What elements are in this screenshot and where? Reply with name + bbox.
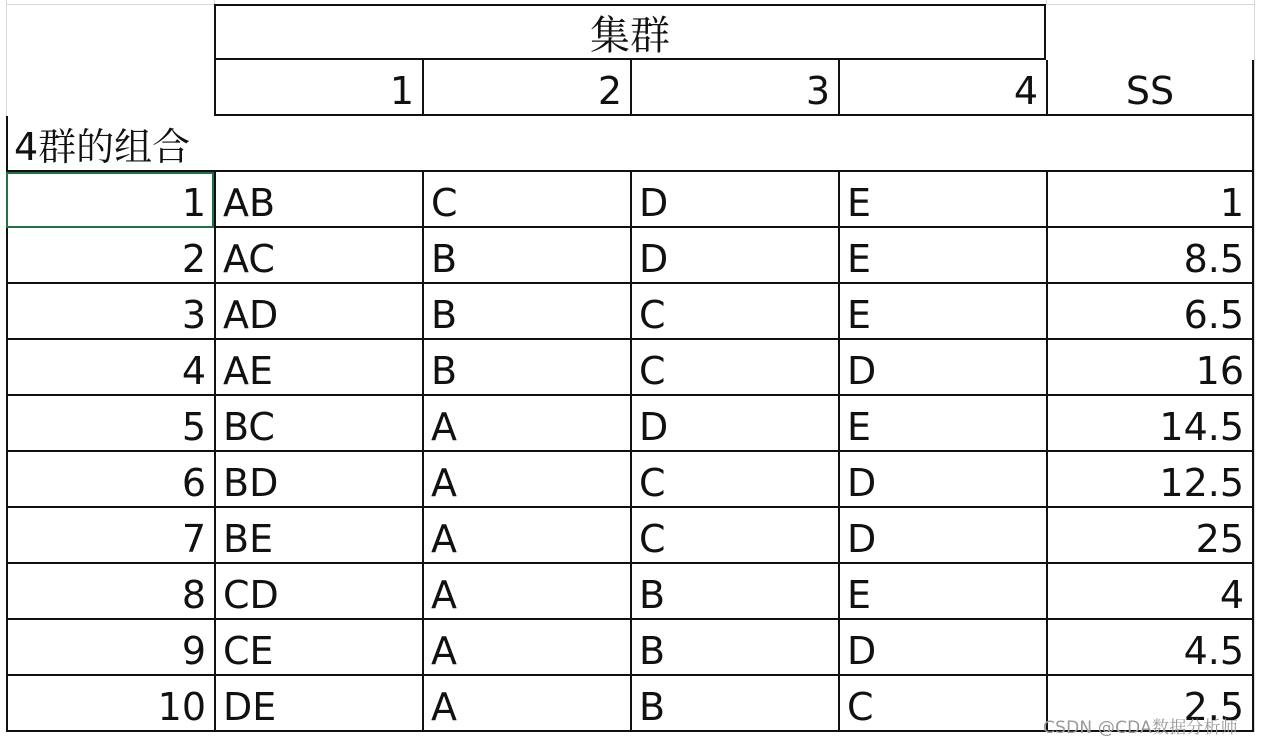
grid-spacer: [1254, 676, 1264, 732]
cluster-4-cell[interactable]: D: [838, 620, 1046, 676]
grid-spacer: [1254, 620, 1264, 676]
cluster-2-cell[interactable]: B: [422, 284, 630, 340]
grid-spacer: [1254, 396, 1264, 452]
corner-cell[interactable]: [6, 60, 214, 116]
cluster-1-cell[interactable]: AB: [214, 172, 422, 228]
cluster-1-cell[interactable]: CD: [214, 564, 422, 620]
corner-cell[interactable]: [6, 4, 214, 60]
cluster-1-cell[interactable]: AC: [214, 228, 422, 284]
grid-spacer: [1254, 116, 1264, 172]
cluster-3-cell[interactable]: D: [630, 396, 838, 452]
cluster-4-cell[interactable]: E: [838, 284, 1046, 340]
cluster-1-cell[interactable]: AE: [214, 340, 422, 396]
ss-column-header[interactable]: SS: [1046, 60, 1254, 116]
cluster-3-cell[interactable]: C: [630, 452, 838, 508]
cluster-4-cell[interactable]: E: [838, 228, 1046, 284]
cluster-4-cell[interactable]: E: [838, 396, 1046, 452]
grid-spacer: [1254, 564, 1264, 620]
row-index-cell[interactable]: 9: [6, 620, 214, 676]
cluster-4-cell[interactable]: D: [838, 508, 1046, 564]
cluster-2-cell[interactable]: B: [422, 340, 630, 396]
cluster-1-cell[interactable]: CE: [214, 620, 422, 676]
section-title[interactable]: 4群的组合: [6, 116, 1254, 172]
row-index-cell[interactable]: 2: [6, 228, 214, 284]
grid-spacer: [1254, 452, 1264, 508]
ss-value-cell[interactable]: 14.5: [1046, 396, 1254, 452]
cluster-number-4[interactable]: 4: [838, 60, 1046, 116]
cluster-4-cell[interactable]: E: [838, 172, 1046, 228]
cluster-2-cell[interactable]: C: [422, 172, 630, 228]
cluster-3-cell[interactable]: C: [630, 508, 838, 564]
ss-value-cell[interactable]: 2.5: [1046, 676, 1254, 732]
cluster-2-cell[interactable]: B: [422, 228, 630, 284]
cluster-2-cell[interactable]: A: [422, 620, 630, 676]
cluster-2-cell[interactable]: A: [422, 676, 630, 732]
cluster-1-cell[interactable]: AD: [214, 284, 422, 340]
row-index-cell[interactable]: 10: [6, 676, 214, 732]
cluster-2-cell[interactable]: A: [422, 452, 630, 508]
row-index-cell[interactable]: 3: [6, 284, 214, 340]
grid-spacer: [1254, 340, 1264, 396]
row-index-cell[interactable]: 8: [6, 564, 214, 620]
cluster-4-cell[interactable]: D: [838, 340, 1046, 396]
cluster-4-cell[interactable]: E: [838, 564, 1046, 620]
ss-header-top-cell[interactable]: [1046, 4, 1254, 60]
cluster-group-header[interactable]: 集群: [214, 4, 1046, 60]
row-index-cell[interactable]: 4: [6, 340, 214, 396]
ss-value-cell[interactable]: 6.5: [1046, 284, 1254, 340]
cluster-1-cell[interactable]: BC: [214, 396, 422, 452]
row-index-cell[interactable]: 5: [6, 396, 214, 452]
cluster-4-cell[interactable]: C: [838, 676, 1046, 732]
ss-value-cell[interactable]: 8.5: [1046, 228, 1254, 284]
cluster-3-cell[interactable]: C: [630, 284, 838, 340]
cluster-2-cell[interactable]: A: [422, 564, 630, 620]
cluster-3-cell[interactable]: D: [630, 228, 838, 284]
cluster-1-cell[interactable]: BD: [214, 452, 422, 508]
cluster-number-3[interactable]: 3: [630, 60, 838, 116]
grid-spacer: [1254, 4, 1264, 60]
cluster-number-1[interactable]: 1: [214, 60, 422, 116]
cluster-3-cell[interactable]: C: [630, 340, 838, 396]
ss-value-cell[interactable]: 12.5: [1046, 452, 1254, 508]
grid-spacer: [1254, 508, 1264, 564]
row-index-cell[interactable]: 1: [6, 172, 214, 228]
ss-value-cell[interactable]: 4.5: [1046, 620, 1254, 676]
cluster-1-cell[interactable]: DE: [214, 676, 422, 732]
ss-value-cell[interactable]: 4: [1046, 564, 1254, 620]
row-index-cell[interactable]: 7: [6, 508, 214, 564]
cluster-number-2[interactable]: 2: [422, 60, 630, 116]
cluster-3-cell[interactable]: B: [630, 676, 838, 732]
grid-spacer: [1254, 60, 1264, 116]
cluster-3-cell[interactable]: B: [630, 564, 838, 620]
cluster-3-cell[interactable]: D: [630, 172, 838, 228]
grid-spacer: [1254, 172, 1264, 228]
ss-value-cell[interactable]: 16: [1046, 340, 1254, 396]
cluster-3-cell[interactable]: B: [630, 620, 838, 676]
watermark-text: CSDN @CDA数据分析师: [1043, 718, 1238, 738]
row-index-cell[interactable]: 6: [6, 452, 214, 508]
grid-spacer: [1254, 284, 1264, 340]
ss-value-cell[interactable]: 1: [1046, 172, 1254, 228]
cluster-4-cell[interactable]: D: [838, 452, 1046, 508]
cluster-2-cell[interactable]: A: [422, 508, 630, 564]
cluster-1-cell[interactable]: BE: [214, 508, 422, 564]
cluster-2-cell[interactable]: A: [422, 396, 630, 452]
ss-value-cell[interactable]: 25: [1046, 508, 1254, 564]
grid-spacer: [1254, 228, 1264, 284]
